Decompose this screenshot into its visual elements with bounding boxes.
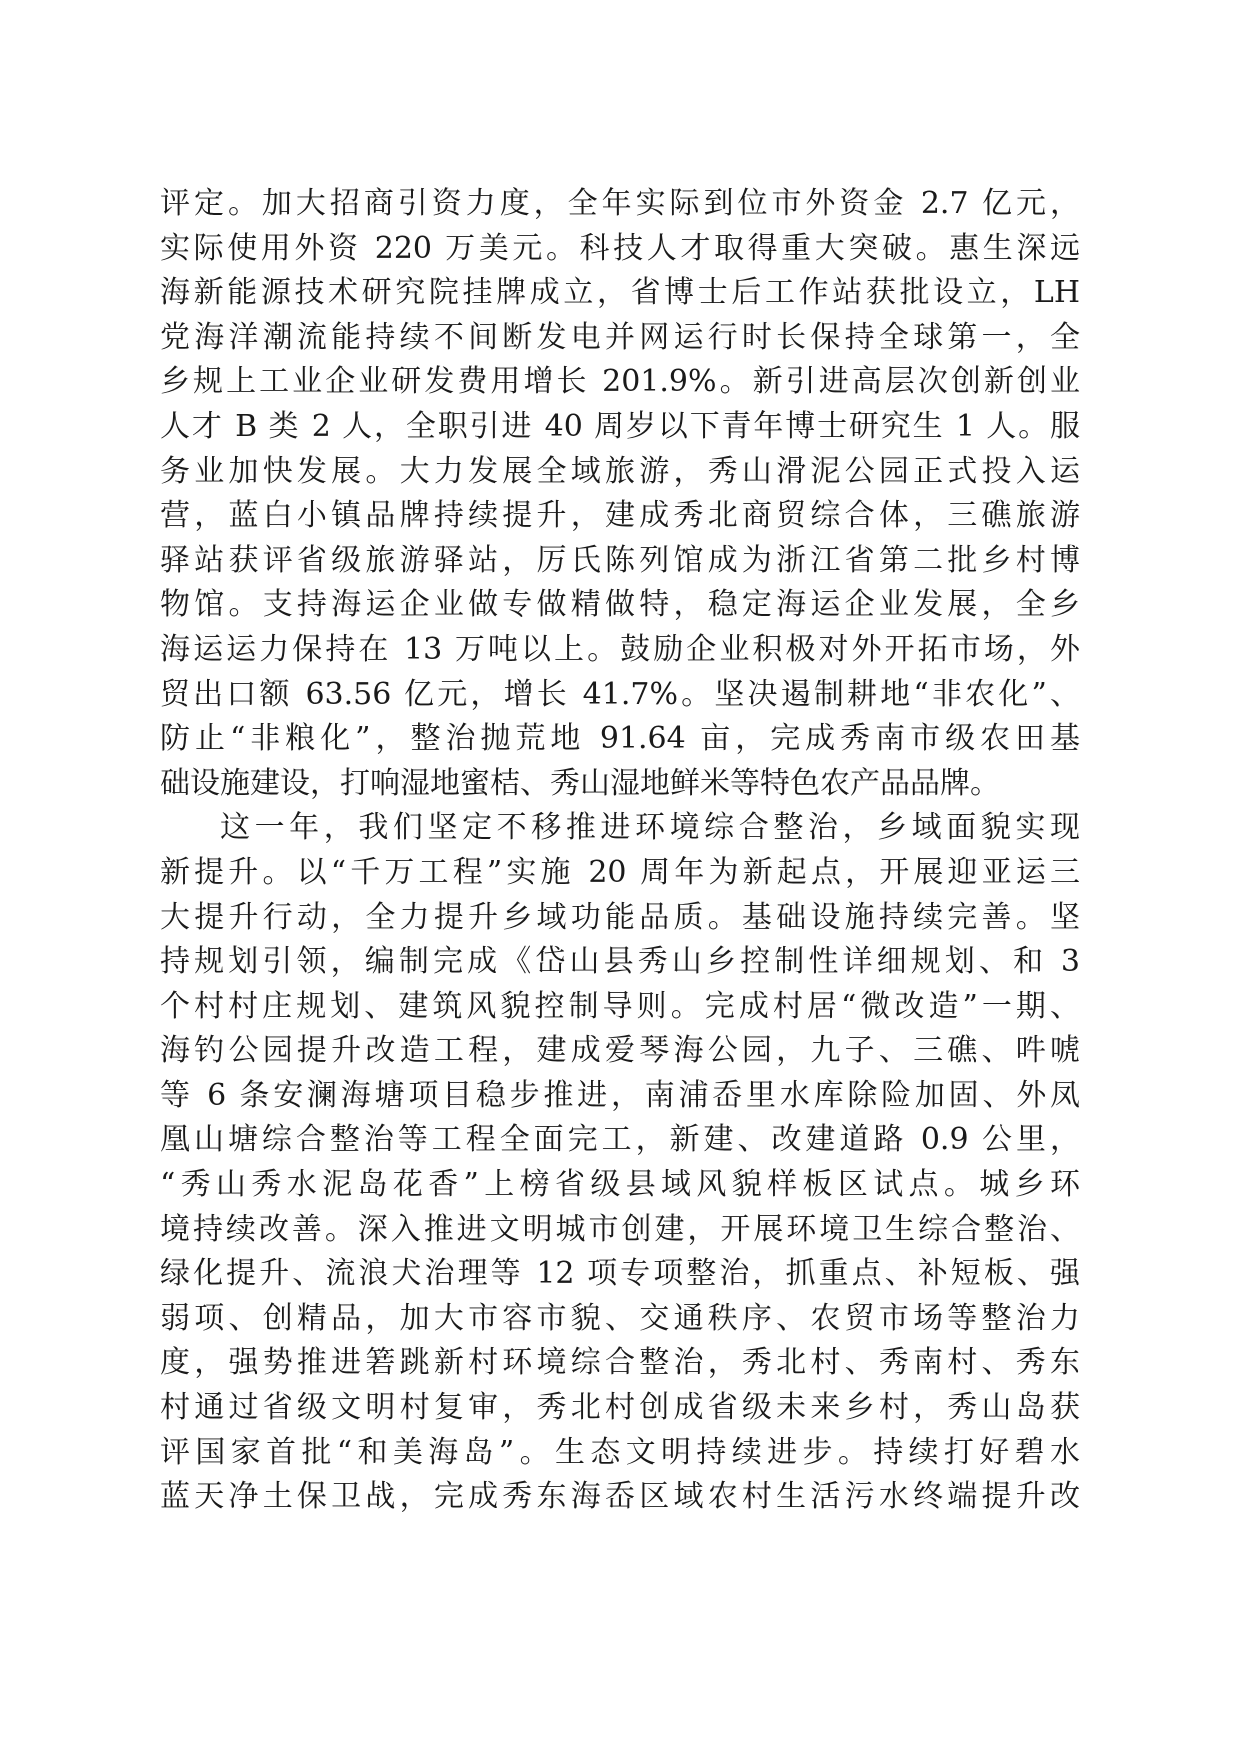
- text-line: 蓝天净土保卫战，完成秀东海岙区域农村生活污水终端提升改: [160, 1479, 1080, 1515]
- text-line: 评定。加大招商引资力度，全年实际到位市外资金 2.7 亿元，: [160, 186, 1080, 221]
- text-line: 党海洋潮流能持续不间断发电并网运行时长保持全球第一，全: [160, 319, 1080, 355]
- text-line: 持规划引领，编制完成《岱山县秀山乡控制性详细规划、和 3: [160, 944, 1080, 980]
- text-line: 海钓公园提升改造工程，建成爱琴海公园，九子、三礁、吽唬: [160, 1033, 1080, 1069]
- text-line: 度，强势推进箬跳新村环境综合整治，秀北村、秀南村、秀东: [160, 1345, 1080, 1381]
- text-line: 等 6 条安澜海塘项目稳步推进，南浦岙里水库除险加固、外凤: [160, 1077, 1080, 1113]
- text-line: 防止“非粮化”，整治抛荒地 91.64 亩，完成秀南市级农田基: [160, 721, 1080, 757]
- body-text: [160, 182, 1080, 1520]
- text-line: 村通过省级文明村复审，秀北村创成省级未来乡村，秀山岛获: [160, 1390, 1080, 1426]
- text-line: 凰山塘综合整治等工程全面完工，新建、改建道路 0.9 公里，: [160, 1122, 1080, 1158]
- text-line: 础设施建设，打响湿地蜜桔、秀山湿地鲜米等特色农产品品牌。: [160, 765, 1000, 801]
- text-line: 绿化提升、流浪犬治理等 12 项专项整治，抓重点、补短板、强: [160, 1256, 1080, 1292]
- text-line: 驿站获评省级旅游驿站，厉氏陈列馆成为浙江省第二批乡村博: [160, 542, 1080, 578]
- text-line: 弱项、创精品，加大市容市貌、交通秩序、农贸市场等整治力: [160, 1300, 1080, 1336]
- text-line: 物馆。支持海运企业做专做精做特，稳定海运企业发展，全乡: [160, 587, 1080, 623]
- text-line: 务业加快发展。大力发展全域旅游，秀山滑泥公园正式投入运: [160, 453, 1080, 489]
- paragraph-start-line: 这一年，我们坚定不移推进环境综合整治，乡域面貌实现: [220, 810, 1080, 846]
- text-line: 境持续改善。深入推进文明城市创建，开展环境卫生综合整治、: [160, 1211, 1080, 1247]
- text-line: 大提升行动，全力提升乡域功能品质。基础设施持续完善。坚: [160, 899, 1080, 935]
- text-line: 个村村庄规划、建筑风貌控制导则。完成村居“微改造”一期、: [160, 988, 1080, 1024]
- text-line: 营，蓝白小镇品牌持续提升，建成秀北商贸综合体，三礁旅游: [160, 498, 1080, 534]
- text-line: 海运运力保持在 13 万吨以上。鼓励企业积极对外开拓市场，外: [160, 631, 1080, 667]
- text-line: 评国家首批“和美海岛”。生态文明持续进步。持续打好碧水: [160, 1434, 1080, 1470]
- text-line: 贸出口额 63.56 亿元，增长 41.7%。坚决遏制耕地“非农化”、: [160, 676, 1080, 712]
- text-line: 人才 B 类 2 人，全职引进 40 周岁以下青年博士研究生 1 人。服: [160, 408, 1080, 444]
- text-line: 海新能源技术研究院挂牌成立，省博士后工作站获批设立，LH: [160, 275, 1080, 311]
- text-line: “秀山秀水泥岛花香”上榜省级县域风貌样板区试点。城乡环: [160, 1167, 1080, 1203]
- text-line: 新提升。以“千万工程”实施 20 周年为新起点，开展迎亚运三: [160, 854, 1080, 890]
- text-line: 实际使用外资 220 万美元。科技人才取得重大突破。惠生深远: [160, 230, 1080, 266]
- text-line: 乡规上工业企业研发费用增长 201.9%。新引进高层次创新创业: [160, 364, 1080, 400]
